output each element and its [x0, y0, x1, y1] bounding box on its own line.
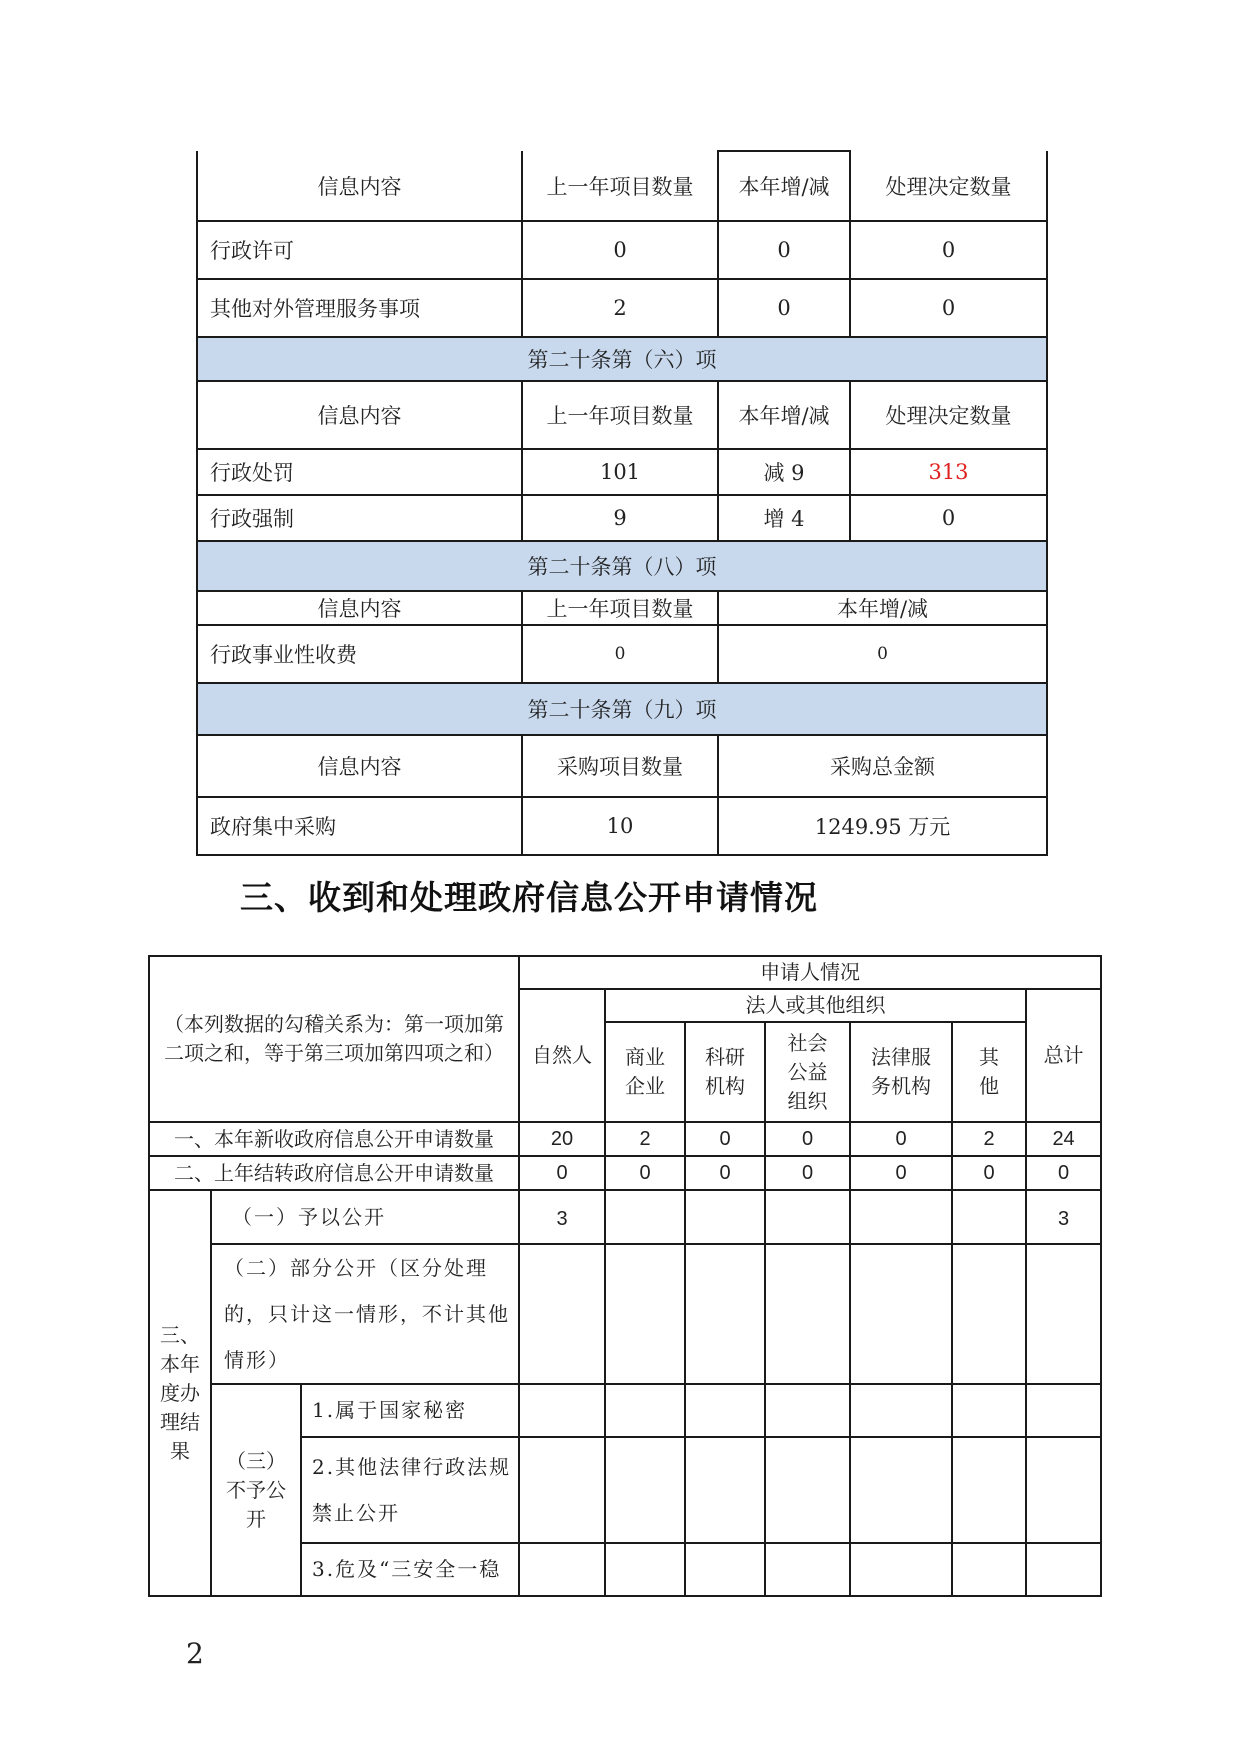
- section-heading: 三、收到和处理政府信息公开申请情况: [240, 878, 818, 917]
- applicant-header: 申请人情况: [519, 956, 1101, 989]
- disclosure-table: 信息内容 上一年项目数量 本年增/减 处理决定数量 行政许可 0 0 0 其他对外管理服务事项 2 0 0 第二十条第（六）项 信息内容 上一年项目数量 本年增/减 处理决定数量 行政处罚 101 减 9 313 行政强制 9 增 4 0 第二十条第（八）项 信息内容 上一年项目数量 本年增/减 行政事业性收费 0 0 第二十条第（九）项 信息内容 采购项目数量 采购总金额 政府集中采购 10 1249.95 万元: [196, 150, 1048, 856]
- natural-person-header: 自然人: [519, 989, 605, 1122]
- highlighted-value: 313: [850, 449, 1047, 495]
- section-8-title: 第二十条第（八）项: [197, 541, 1047, 591]
- table-row: 行政处罚 101 减 9 313: [197, 449, 1047, 495]
- table-row: 行政强制 9 增 4 0: [197, 495, 1047, 541]
- table-row: 行政许可 0 0 0: [197, 221, 1047, 279]
- table-row: 2.其他法律行政法规禁止公开: [149, 1437, 1101, 1543]
- header-info: 信息内容: [197, 151, 522, 221]
- header-prev: 上一年项目数量: [522, 151, 718, 221]
- table-row: 行政事业性收费 0 0: [197, 625, 1047, 683]
- total-header: 总计: [1026, 989, 1101, 1122]
- page-number: 2: [186, 1637, 204, 1670]
- table-row: 3.危及“三安全一稳: [149, 1543, 1101, 1596]
- note-cell: （本列数据的勾稽关系为：第一项加第二项之和，等于第三项加第四项之和）: [149, 956, 519, 1122]
- application-table: （本列数据的勾稽关系为：第一项加第二项之和，等于第三项加第四项之和） 申请人情况 自然人 法人或其他组织 总计 商业企业 科研机构 社会公益组织 法律服务机构 其他 一、本年新收政府信息公开申请数量 20 2 0 0 0 2 24 二、上年结转政府信息公开申请数量 0 0 0 0 0 0 0 三、本年度办理结果 （一）予以公开 3 3 （二）部分公开（区分处理的，只计这一情形，不计其他情形） （三）不予公开 1.属于国家秘密 2.其他法律行政法规禁止公开 3.危及“三安全一稳: [148, 955, 1102, 1597]
- header-change: 本年增/减: [718, 151, 850, 221]
- table-row: （三）不予公开 1.属于国家秘密: [149, 1384, 1101, 1437]
- table-row: 一、本年新收政府信息公开申请数量 20 2 0 0 0 2 24: [149, 1122, 1101, 1156]
- section-6-title: 第二十条第（六）项: [197, 337, 1047, 381]
- section-9-title: 第二十条第（九）项: [197, 683, 1047, 735]
- withheld-label: （三）不予公开: [211, 1384, 301, 1596]
- table-row: 其他对外管理服务事项 2 0 0: [197, 279, 1047, 337]
- table-row: 二、上年结转政府信息公开申请数量 0 0 0 0 0 0 0: [149, 1156, 1101, 1190]
- table-row: （二）部分公开（区分处理的，只计这一情形，不计其他情形）: [149, 1244, 1101, 1384]
- table-row: 三、本年度办理结果 （一）予以公开 3 3: [149, 1190, 1101, 1244]
- header-decisions: 处理决定数量: [850, 151, 1047, 221]
- section-3-label: 三、本年度办理结果: [149, 1190, 211, 1596]
- legal-group-header: 法人或其他组织: [605, 989, 1026, 1022]
- table-row: 政府集中采购 10 1249.95 万元: [197, 797, 1047, 855]
